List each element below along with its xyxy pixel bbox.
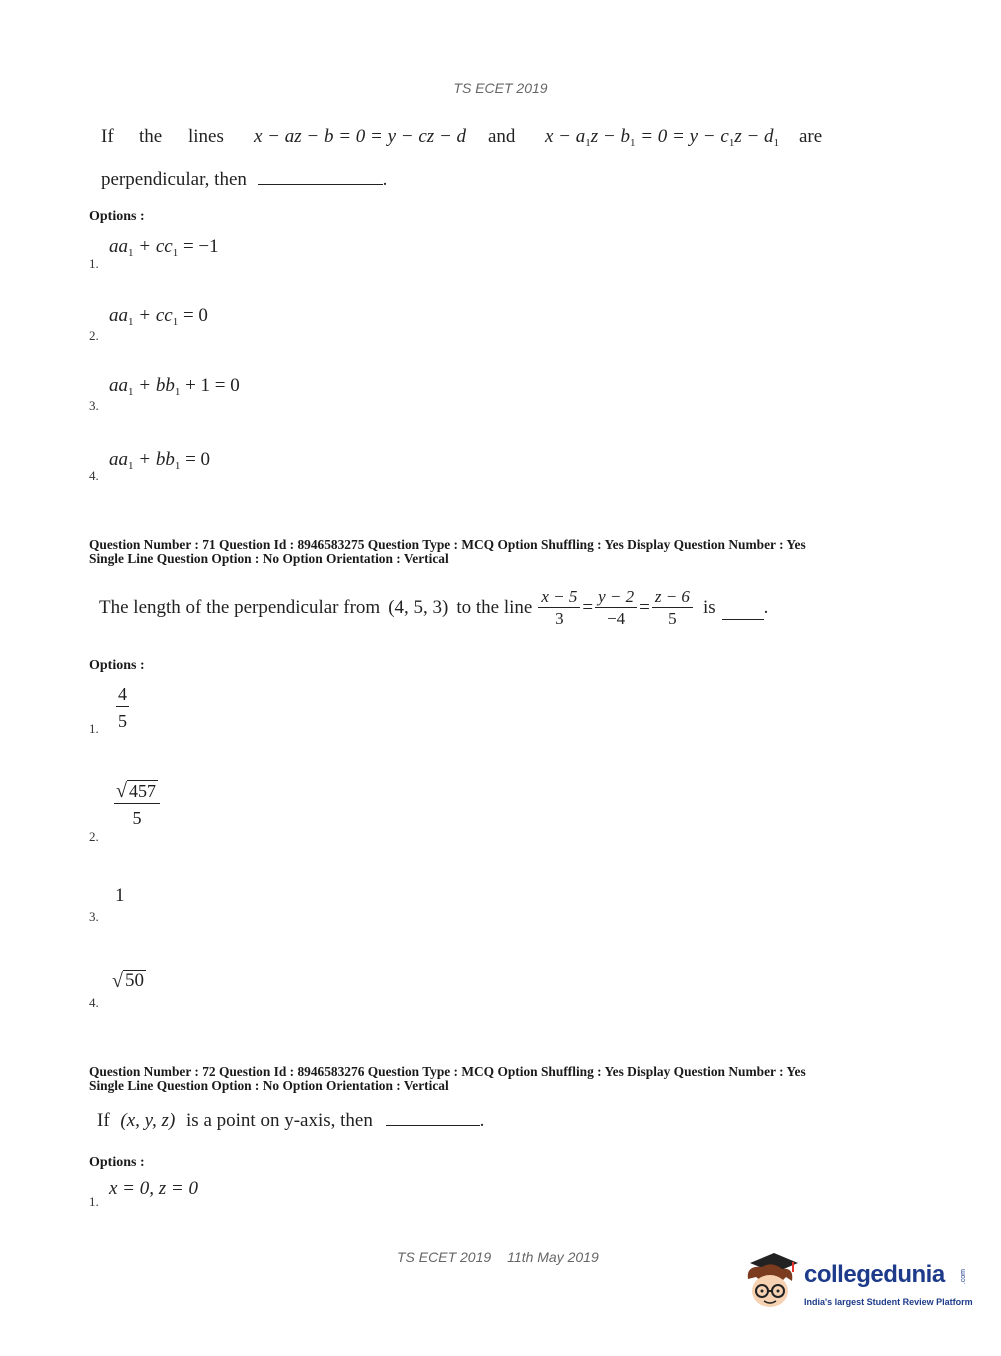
q71-options-label: Options :	[89, 658, 145, 673]
brand-tagline: India's largest Student Review Platform	[804, 1297, 973, 1307]
q71-option-1-value[interactable]: 4 5	[118, 684, 127, 731]
q71-equals-2: =	[639, 597, 650, 618]
q70-word-are: are	[799, 126, 823, 147]
q70-option-2-value[interactable]: $aa_1 + cc_1 = 0$	[109, 305, 208, 328]
q72-option-1-value[interactable]: x = 0, z = 0	[109, 1178, 198, 1199]
q71-option-1-number: 1.	[89, 721, 99, 736]
brand-name: collegedunia	[804, 1261, 945, 1288]
q72-option-1-number: 1.	[89, 1194, 99, 1209]
q71-word-is: is	[702, 597, 716, 618]
q72-meta-line1: Question Number : 72 Question Id : 8946583276 Question Type : MCQ Option Shuffling : Yes Display Question Number : Yes	[89, 1064, 806, 1079]
collegedunia-logo[interactable]	[742, 1247, 972, 1319]
q71-text-start: The length of the perpendicular from	[99, 597, 381, 618]
q70-option-1-value[interactable]: $aa_1 + cc_1 = -1$	[109, 236, 219, 259]
q71-meta-line1: Question Number : 71 Question Id : 8946583275 Question Type : MCQ Option Shuffling : Yes Display Question Number : Yes	[89, 537, 806, 552]
page-header-title: TS ECET 2019	[453, 80, 548, 96]
brand-dotcom: .com	[960, 1269, 967, 1285]
q70-option-2-number: 2.	[89, 328, 99, 343]
question-72-text	[97, 1110, 484, 1132]
q72-text-if: If	[97, 1110, 110, 1131]
q70-option-3-number: 3.	[89, 398, 99, 413]
answer-blank	[722, 619, 764, 620]
q71-end: .	[763, 597, 769, 618]
q71-option-2-value[interactable]: √ 457 5	[114, 780, 160, 828]
q72-end: .	[479, 1110, 485, 1131]
mascot-icon	[742, 1249, 802, 1313]
q70-word-if: If	[101, 126, 114, 147]
footer-exam-date: 11th May 2019	[507, 1249, 599, 1265]
footer-exam-name: TS ECET 2019	[397, 1249, 492, 1265]
q70-word-lines: lines	[188, 126, 224, 147]
q70-option-4-number: 4.	[89, 468, 99, 483]
q71-option-4-number: 4.	[89, 995, 99, 1010]
q71-meta-line2: Single Line Question Option : No Option Orientation : Vertical	[89, 551, 449, 566]
q72-point: (x, y, z)	[120, 1110, 176, 1131]
q70-line2-equation: $x - a_1z - b_1 = 0 = y - c_1z - d_1$	[545, 126, 780, 149]
footer-exam-info	[397, 1249, 615, 1265]
question-70-text-line2	[101, 169, 387, 191]
answer-blank	[386, 1125, 480, 1126]
q70-text: perpendicular, then	[101, 169, 247, 190]
q71-fraction-x: $\frac{x - 5}{3}$	[538, 588, 580, 628]
q71-option-4-value[interactable]: √ 50	[112, 970, 144, 992]
q71-fraction-z: $\frac{z - 6}{5}$	[652, 588, 693, 628]
q70-end: .	[382, 169, 388, 190]
q70-option-3-value[interactable]: $aa_1 + bb_1 + 1 = 0$	[109, 375, 240, 398]
q71-option-2-number: 2.	[89, 829, 99, 844]
q72-text-rest: is a point on y-axis, then	[186, 1110, 373, 1131]
q70-word-the: the	[139, 126, 163, 147]
q71-equals-1: =	[582, 597, 594, 618]
q70-options-label: Options :	[89, 209, 145, 224]
q71-fraction-y: $\frac{y - 2}{-4}$	[595, 588, 637, 628]
q71-option-3-number: 3.	[89, 909, 99, 924]
q71-text-mid: to the line	[456, 597, 533, 618]
answer-blank	[258, 184, 383, 185]
q71-option-3-value[interactable]: 1	[115, 885, 125, 906]
q70-option-1-number: 1.	[89, 256, 99, 271]
q72-meta-line2: Single Line Question Option : No Option Orientation : Vertical	[89, 1078, 449, 1093]
q70-line1-equation: x − az − b = 0 = y − cz − d	[254, 126, 467, 147]
q71-point: (4, 5, 3)	[388, 597, 449, 618]
q70-word-and: and	[488, 126, 516, 147]
question-71-text	[99, 588, 768, 628]
q72-options-label: Options :	[89, 1155, 145, 1170]
q70-option-4-value[interactable]: $aa_1 + bb_1 = 0$	[109, 449, 211, 472]
